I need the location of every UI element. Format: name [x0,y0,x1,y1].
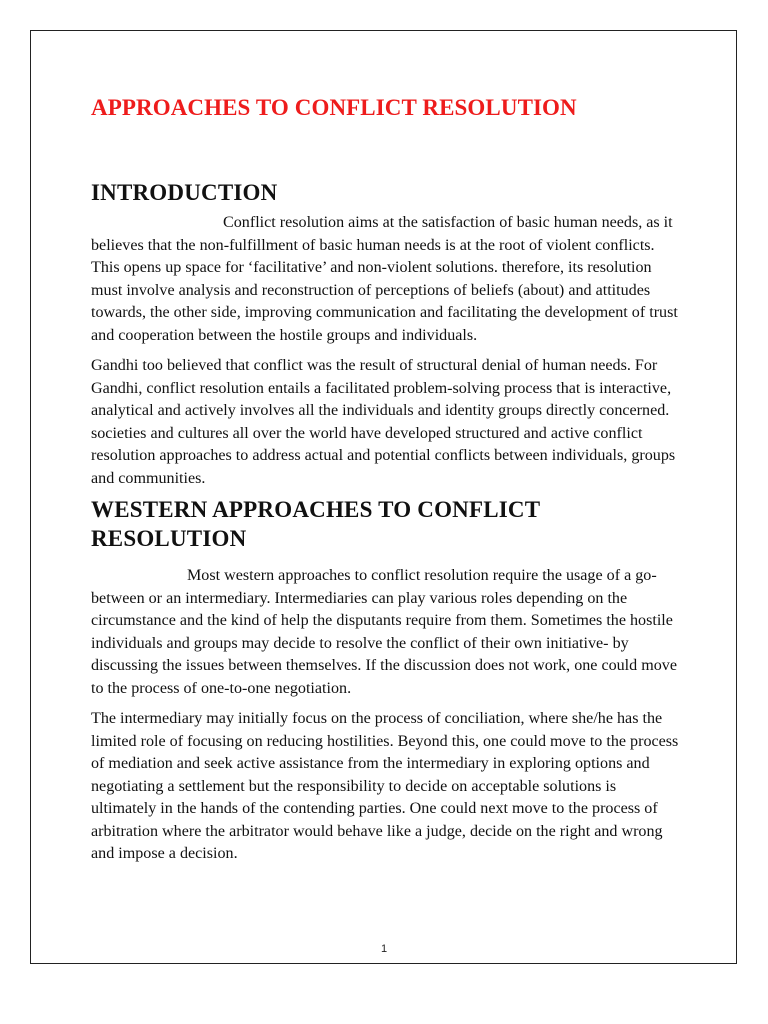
western-paragraph-2: The intermediary may initially focus on the process of conciliation, where she/he has the limited role of focusing on reducing hostilities. Beyond this, one could move to the process of mediation and seek active assistance from the intermediary in exploring options and negotiating a settlement but the responsibility to decide on acceptable solutions is ultimately in the hands of the contending parties. One could next move to the process of arbitration where the arbitrator would behave like a judge, decide on the right and wrong and impose a decision. [91,710,679,862]
page-number: 1 [380,943,388,955]
document-title: APPROACHES TO CONFLICT RESOLUTION [91,95,577,120]
document-body [91,90,683,866]
introduction-paragraph-1: Conflict resolution aims at the satisfaction of basic human needs, as it believes that the non-fulfillment of basic human needs is at the root of violent conflicts. This opens up space for ‘facilitative’ and non-violent solutions. therefore, its resolution must involve analysis and reconstruction of perceptions of beliefs (about) and attitudes towards, the other side, improving communication and facilitating the development of trust and cooperation between the hostile groups and individuals. [91,214,678,344]
section-heading-western-approaches: WESTERN APPROACHES TO CONFLICT RESOLUTION [91,497,540,551]
section-heading-introduction: INTRODUCTION [91,180,278,205]
western-paragraph-1: Most western approaches to conflict resolution require the usage of a go-between or an intermediary. Intermediaries can play various roles depending on the circumstance and the kind of help the disputants require from them. Sometimes the hostile individuals and groups may decide to resolve the conflict of their own initiative- by discussing the issues between themselves. If the discussion does not work, one could move to the process of one-to-one negotiation. [91,567,677,697]
introduction-paragraph-2: Gandhi too believed that conflict was the result of structural denial of human needs. For Gandhi, conflict resolution entails a facilitated problem-solving process that is interactive, analytical and actively involves all the individuals and identity groups directly concerned. societies and cultures all over the world have developed structured and active conflict resolution approaches to address actual and potential conflicts between individuals, groups and communities. [91,357,676,487]
